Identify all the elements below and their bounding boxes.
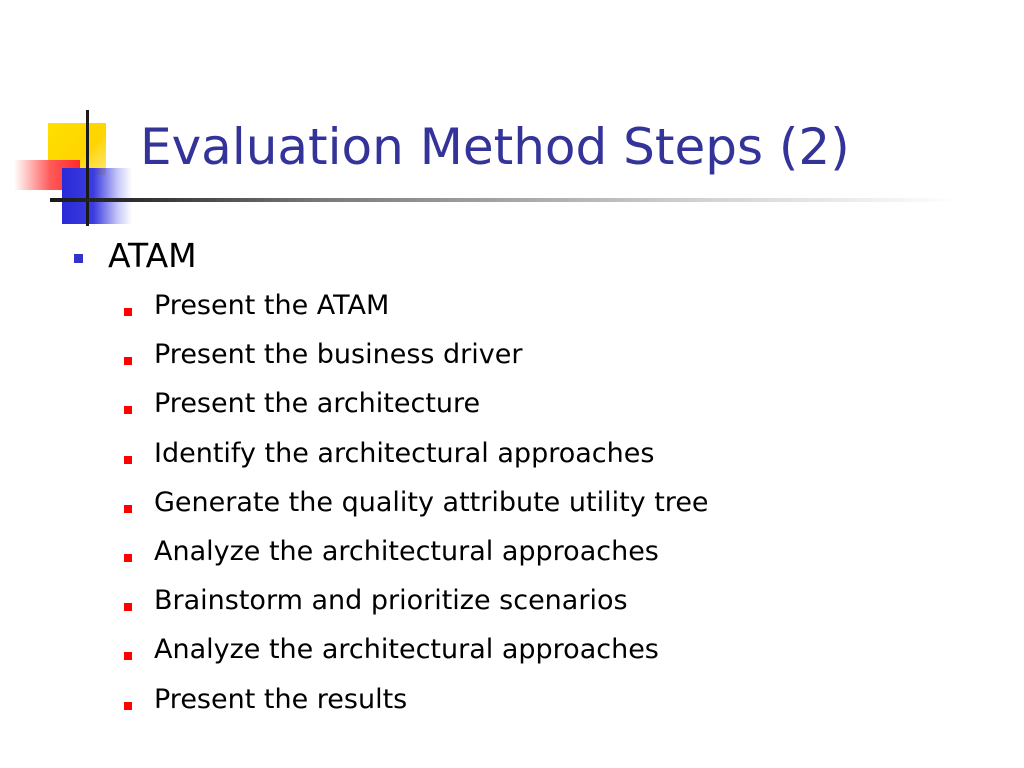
square-bullet-icon [124, 308, 132, 316]
square-bullet-icon [124, 603, 132, 611]
sub-bullet-item [122, 536, 972, 585]
sub-bullet-item [122, 388, 972, 437]
square-bullet-icon [124, 652, 132, 660]
sub-bullet-text: Analyze the architectural approaches [154, 634, 659, 666]
square-bullet-icon [124, 456, 132, 464]
sub-bullet-item [122, 339, 972, 388]
sub-bullet-item [122, 684, 972, 733]
sub-bullet-item [122, 585, 972, 634]
sub-bullet-text: Identify the architectural approaches [154, 437, 655, 469]
bullet-text: ATAM [108, 236, 197, 275]
square-bullet-icon [124, 702, 132, 710]
square-bullet-icon [124, 406, 132, 414]
title-underline [50, 198, 960, 202]
bullet-item-level1 [70, 236, 970, 284]
slide-title: Evaluation Method Steps (2) [140, 118, 850, 176]
sub-bullet-list [122, 290, 972, 733]
sub-bullet-text: Present the ATAM [154, 290, 390, 321]
sub-bullet-item [122, 487, 972, 536]
sub-bullet-text: Present the business driver [154, 339, 523, 371]
square-bullet-icon [124, 554, 132, 562]
decorative-blue-square [62, 168, 132, 224]
sub-bullet-item [122, 634, 972, 683]
decorative-vertical-line [86, 110, 89, 226]
sub-bullet-text: Generate the quality attribute utility tree [154, 486, 709, 518]
square-bullet-icon [124, 505, 132, 513]
sub-bullet-text: Present the architecture [154, 388, 481, 420]
sub-bullet-item [122, 438, 972, 487]
square-bullet-icon [124, 357, 132, 365]
square-bullet-icon [74, 254, 83, 263]
sub-bullet-text: Brainstorm and prioritize scenarios [154, 585, 628, 617]
sub-bullet-text: Analyze the architectural approaches [154, 535, 659, 567]
sub-bullet-text: Present the results [154, 683, 408, 715]
sub-bullet-item [122, 290, 972, 339]
bullet-list [70, 236, 970, 715]
